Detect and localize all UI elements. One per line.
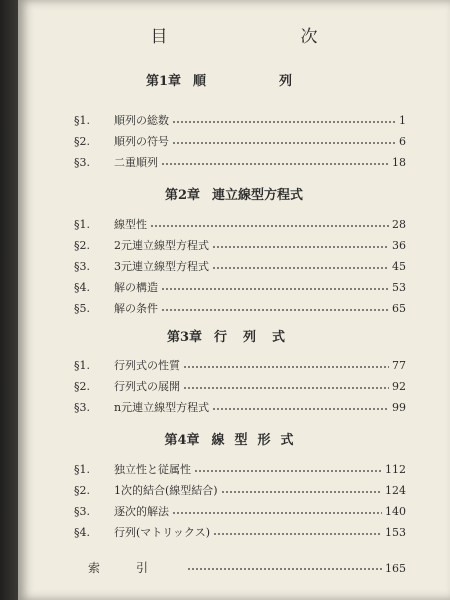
toc-entry [74, 300, 406, 316]
chapter-number: 第3章 [166, 330, 203, 345]
section-title: 行列式の展開 [114, 380, 180, 393]
dot-leader [212, 267, 389, 269]
page-number: 165 [385, 562, 406, 575]
section-title: 解の構造 [114, 281, 158, 294]
page-number: 18 [392, 156, 406, 169]
section-number: §2. [74, 380, 90, 393]
toc-entry [74, 482, 406, 498]
toc-page [18, 0, 450, 600]
page-number: 1 [399, 114, 406, 127]
page-number: 77 [392, 359, 406, 372]
toc-entry [74, 461, 406, 477]
section-title: 2元連立線型方程式 [114, 239, 209, 252]
dot-leader [183, 387, 389, 389]
dot-leader [172, 142, 396, 144]
chapter-heading [18, 326, 450, 345]
page-number: 99 [392, 401, 406, 414]
section-number: §1. [74, 463, 90, 476]
page-number: 45 [392, 260, 406, 273]
page-number: 6 [399, 135, 406, 148]
section-number: §3. [74, 505, 90, 518]
dot-leader [212, 246, 389, 248]
section-title: 解の条件 [114, 302, 158, 315]
toc-entry [74, 154, 406, 170]
section-number: §2. [74, 135, 90, 148]
section-title: n元連立線型方程式 [114, 401, 210, 414]
page-number: 28 [392, 218, 406, 231]
chapter-number: 第1章 [145, 74, 182, 89]
section-number: §4. [74, 281, 90, 294]
dot-leader [194, 470, 382, 472]
section-title: 逐次的解法 [114, 505, 169, 518]
index-title: 索引 [88, 561, 185, 575]
chapter-title: 線型形式 [211, 433, 304, 448]
dot-leader [213, 533, 382, 535]
section-title: 二重順列 [114, 156, 158, 169]
toc-entry [74, 216, 406, 232]
chapter-title: 行列式 [214, 330, 302, 345]
section-title: 行列式の性質 [114, 359, 180, 372]
index-entry [88, 559, 406, 575]
toc-entry [74, 133, 406, 149]
dot-leader [183, 366, 389, 368]
dot-leader [172, 121, 396, 123]
toc-entry [74, 112, 406, 128]
section-title: 順列の符号 [114, 135, 169, 148]
dot-leader [161, 309, 389, 311]
dot-leader [172, 512, 382, 514]
page-number: 92 [392, 380, 406, 393]
page-number: 65 [392, 302, 406, 315]
section-title: 順列の総数 [114, 114, 169, 127]
toc-entry [74, 279, 406, 295]
section-number: §1. [74, 359, 90, 372]
page-number: 124 [385, 484, 406, 497]
chapter-heading [18, 184, 450, 203]
page-number: 153 [385, 526, 406, 539]
toc-entry [74, 524, 406, 540]
section-title: 1次的結合(線型結合) [114, 484, 218, 497]
section-title: 独立性と従属性 [114, 463, 191, 476]
section-number: §4. [74, 526, 90, 539]
section-number: §2. [74, 239, 90, 252]
section-number: §1. [74, 114, 90, 127]
dot-leader [212, 408, 389, 410]
toc-entry [74, 378, 406, 394]
toc-entry [74, 357, 406, 373]
dot-leader [187, 568, 382, 570]
dot-leader [161, 288, 389, 290]
section-number: §3. [74, 260, 90, 273]
chapter-title: 順 列 [193, 74, 323, 89]
section-title: 3元連立線型方程式 [114, 260, 209, 273]
section-number: §3. [74, 401, 90, 414]
chapter-title: 連立線型方程式 [212, 188, 304, 203]
toc-entry [74, 258, 406, 274]
dot-leader [150, 225, 389, 227]
page-number: 112 [385, 463, 406, 476]
dot-leader [221, 491, 382, 493]
chapter-number: 第2章 [164, 188, 201, 203]
page-number: 140 [385, 505, 406, 518]
page-title: 目 次 [150, 27, 376, 47]
book-gutter [0, 0, 18, 600]
section-title: 行列(マトリックス) [114, 526, 211, 539]
section-number: §1. [74, 218, 90, 231]
chapter-heading [18, 70, 450, 89]
dot-leader [161, 163, 389, 165]
page-number: 53 [392, 281, 406, 294]
toc-entry [74, 503, 406, 519]
section-number: §2. [74, 484, 90, 497]
section-number: §3. [74, 156, 90, 169]
section-title: 線型性 [114, 218, 147, 231]
chapter-heading [18, 429, 450, 448]
chapter-number: 第4章 [164, 433, 200, 448]
toc-entry [74, 237, 406, 253]
section-number: §5. [74, 302, 90, 315]
page-number: 36 [392, 239, 406, 252]
toc-entry [74, 399, 406, 415]
